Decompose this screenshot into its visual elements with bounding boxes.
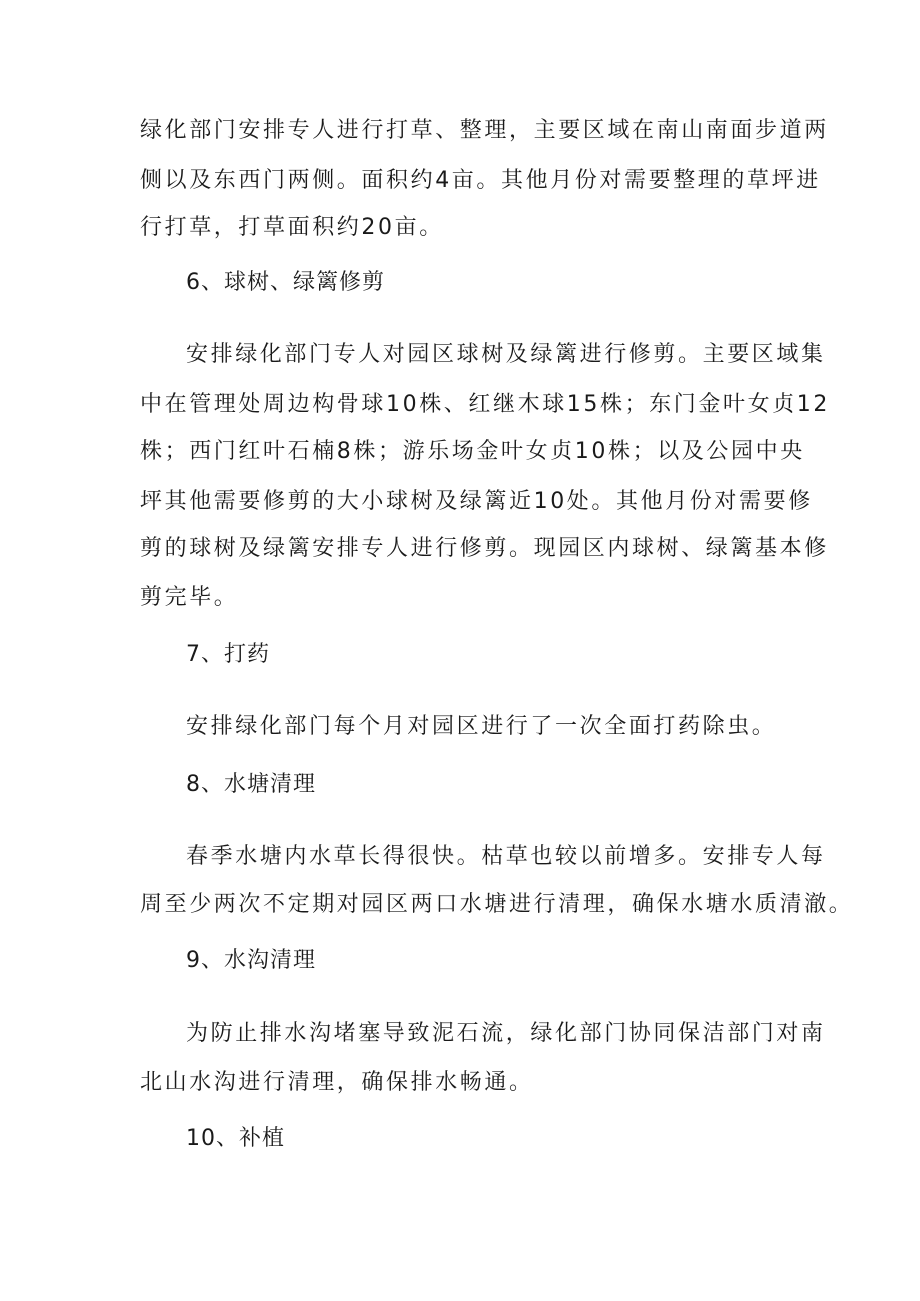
- paragraph-line: 绿化部门安排专人进行打草、整理，主要区域在南山南面步道两: [140, 118, 829, 143]
- paragraph-line: 春季水塘内水草长得很快。枯草也较以前增多。安排专人每: [186, 844, 826, 869]
- section-heading-9: 9、水沟清理: [186, 948, 316, 973]
- paragraph-line: 侧以及东西门两侧。面积约4亩。其他月份对需要整理的草坪进: [140, 168, 821, 193]
- paragraph-line: 安排绿化部门每个月对园区进行了一次全面打药除虫。: [186, 714, 777, 739]
- paragraph-line: 剪的球树及绿篱安排专人进行修剪。现园区内球树、绿篱基本修: [140, 536, 829, 561]
- section-heading-8: 8、水塘清理: [186, 772, 316, 797]
- paragraph-line: 行打草，打草面积约20亩。: [140, 215, 444, 240]
- section-heading-6: 6、球树、绿篱修剪: [186, 270, 385, 295]
- paragraph-line: 株；西门红叶石楠8株；游乐场金叶女贞10株；以及公园中央: [140, 439, 805, 464]
- paragraph-line: 为防止排水沟堵塞导致泥石流，绿化部门协同保洁部门对南: [186, 1021, 826, 1046]
- paragraph-line: 坪其他需要修剪的大小球树及绿篱近10处。其他月份对需要修: [140, 489, 813, 514]
- paragraph-line: 中在管理处周边构骨球10株、红继木球15株；东门金叶女贞12: [140, 392, 830, 417]
- paragraph-line: 北山水沟进行清理，确保排水畅通。: [140, 1070, 534, 1095]
- paragraph-line: 安排绿化部门专人对园区球树及绿篱进行修剪。主要区域集: [186, 342, 826, 367]
- paragraph-line: 周至少两次不定期对园区两口水塘进行清理，确保水塘水质清澈。: [140, 892, 854, 917]
- section-heading-7: 7、打药: [186, 642, 270, 667]
- paragraph-line: 剪完毕。: [140, 585, 239, 610]
- section-heading-10: 10、补植: [186, 1126, 285, 1151]
